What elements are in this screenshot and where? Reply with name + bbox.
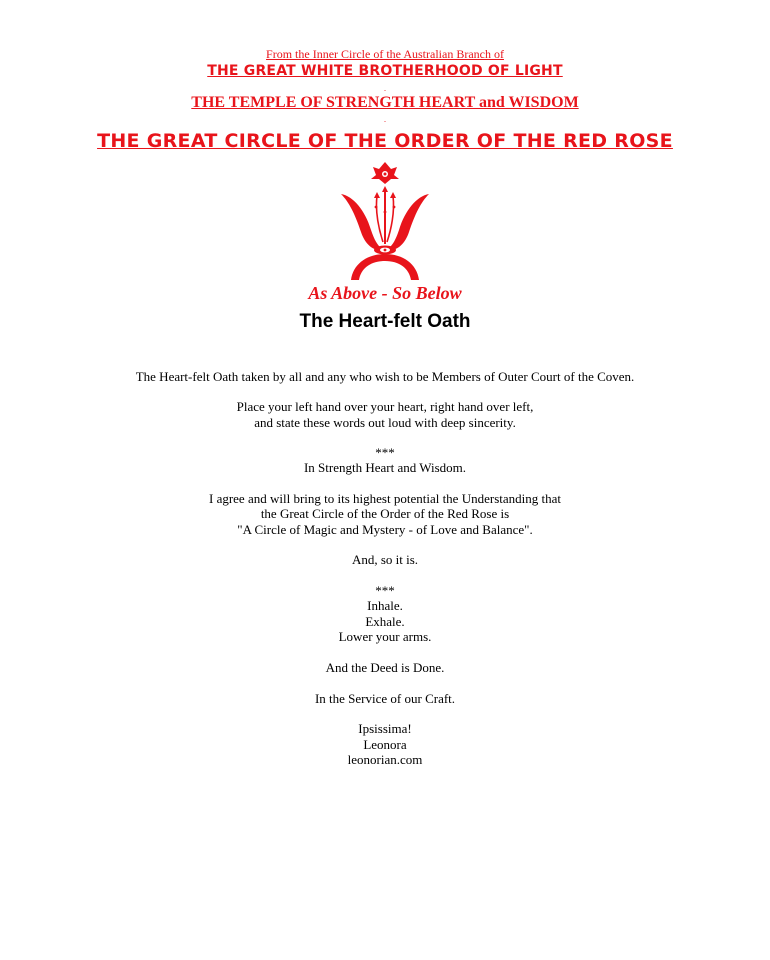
website-link[interactable]: leonorian.com	[347, 752, 423, 767]
deed-line: And the Deed is Done.	[325, 660, 445, 675]
separator-dot: .	[384, 84, 386, 93]
brotherhood-heading: THE GREAT WHITE BROTHERHOOD OF LIGHT	[207, 63, 563, 79]
order-heading: THE GREAT CIRCLE OF THE ORDER OF THE RED ROSE	[97, 130, 673, 152]
agreement-line: I agree and will bring to its highest potential the Understanding that	[208, 491, 561, 506]
service-line: In the Service of our Craft.	[314, 691, 456, 706]
signature-salutation: Ipsissima!	[358, 721, 412, 736]
temple-heading: THE TEMPLE OF STRENGTH HEART and WISDOM	[191, 94, 579, 111]
intro-line: From the Inner Circle of the Australian Branch of	[266, 47, 504, 61]
separator-dot: .	[384, 115, 386, 124]
exhale-line: Exhale.	[365, 613, 405, 629]
page-title: The Heart-felt Oath	[299, 311, 471, 332]
so-it-is: And, so it is.	[351, 552, 419, 567]
stars-divider: ***	[375, 445, 395, 460]
stars-divider: ***	[375, 583, 395, 598]
inhale-line: Inhale.	[367, 598, 403, 613]
oath-intro: The Heart-felt Oath taken by all and any who wish to be Members of Outer Court of the Coven.	[135, 369, 635, 384]
trident-crescent-emblem-icon	[335, 160, 435, 282]
lower-arms-line: Lower your arms.	[338, 629, 432, 644]
agreement-line: the Great Circle of the Order of the Red Rose is	[260, 506, 510, 521]
instruction-line: and state these words out loud with deep sincerity.	[254, 414, 516, 430]
motto: As Above - So Below	[308, 283, 462, 303]
invocation: In Strength Heart and Wisdom.	[303, 460, 467, 475]
instruction-line: Place your left hand over your heart, right hand over left,	[236, 399, 534, 414]
agreement-line: "A Circle of Magic and Mystery - of Love and Balance".	[237, 521, 533, 537]
signature-name: Leonora	[363, 737, 407, 752]
